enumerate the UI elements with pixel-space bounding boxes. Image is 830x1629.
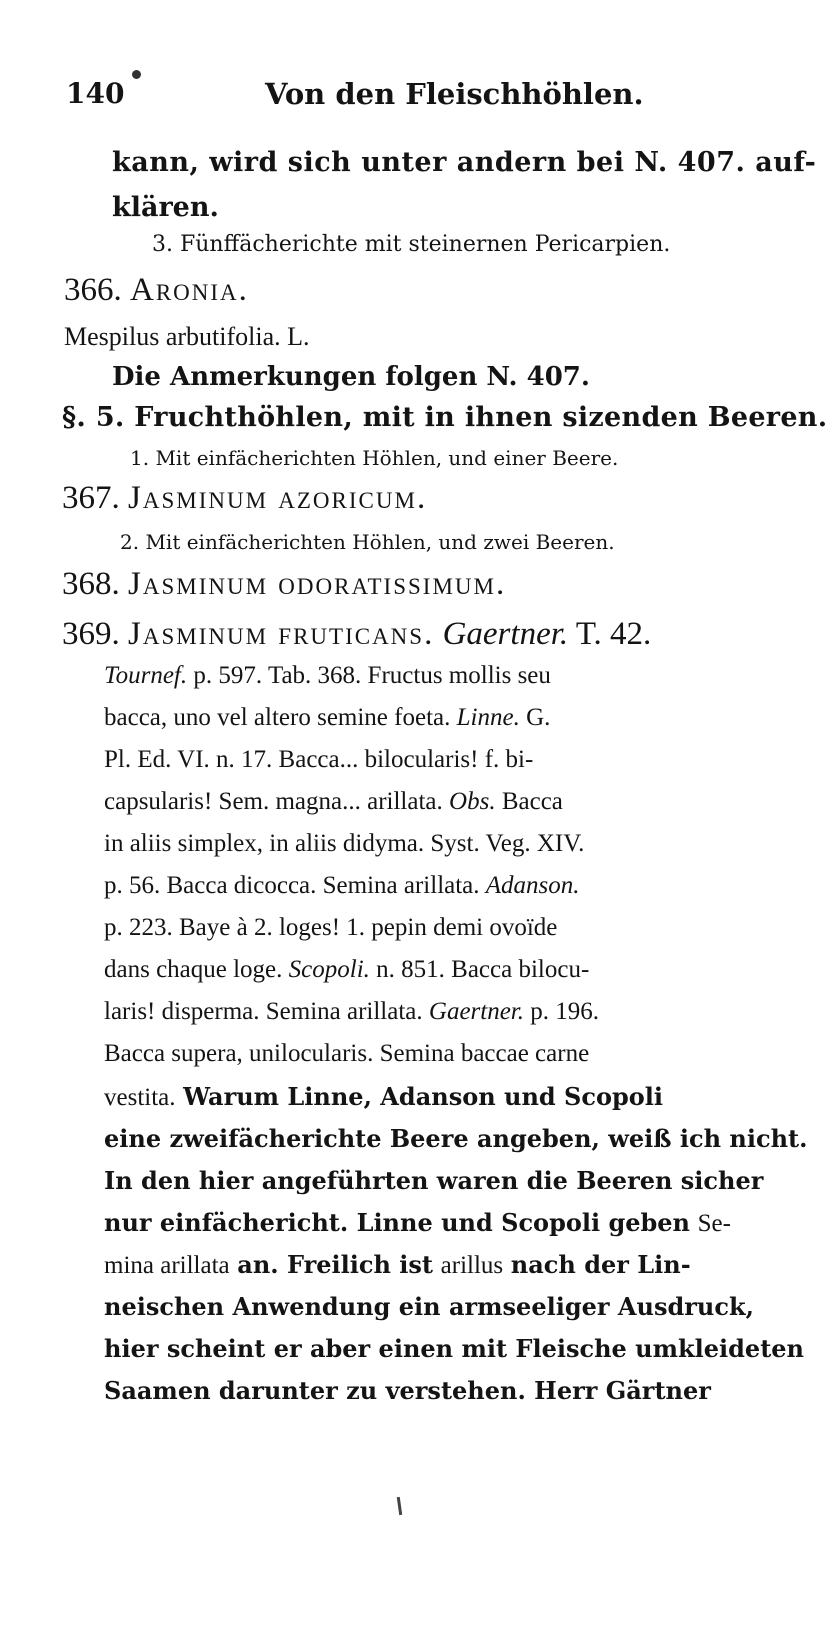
entry-367 <box>62 480 427 517</box>
plate-reference: T. 42. <box>575 616 652 652</box>
ink-mark <box>132 70 141 79</box>
author-citation: Adanson. <box>485 872 580 899</box>
text-line <box>104 1208 731 1238</box>
text-line <box>104 704 550 732</box>
text-span: mina arillata <box>104 1252 230 1279</box>
text-line: Pl. Ed. VI. n. 17. Bacca... bilocularis! f. bi- <box>104 746 534 773</box>
entry-number: 369. <box>62 616 120 652</box>
text-span: vestita. <box>104 1084 176 1111</box>
subsection-heading: 1. Mit einfächerichten Höhlen, und einer Beere. <box>130 446 619 470</box>
text-line <box>104 872 580 900</box>
author-citation: Linne. <box>456 704 520 731</box>
subsection-heading: 3. Fünffächerichte mit steinernen Pericarpien. <box>152 232 671 257</box>
genus-name: Aronia. <box>130 272 249 308</box>
species-name: Jasminum fruticans. <box>128 616 435 652</box>
ink-speck <box>397 1497 402 1515</box>
entry-number: 367. <box>62 480 120 516</box>
text-span: G. <box>526 704 551 731</box>
text-line: p. 223. Baye à 2. loges! 1. pepin demi ovoïde <box>104 914 558 941</box>
text-span: nach der Lin- <box>510 1250 691 1279</box>
text-span: p. 196. <box>530 998 600 1025</box>
text-line <box>104 788 563 816</box>
text-span: Bacca <box>501 788 563 815</box>
text-span: n. 851. Bacca bilocu- <box>376 956 590 983</box>
text-line: eine zweifächerichte Beere angeben, weiß ich nicht. <box>104 1124 808 1153</box>
text-line: neischen Anwendung ein armseeliger Ausdruck, <box>104 1292 754 1321</box>
species-name: Jasminum azoricum. <box>128 480 428 516</box>
text-line: Bacca supera, unilocularis. Semina baccae carne <box>104 1040 590 1067</box>
entry-number: 368. <box>62 566 120 602</box>
text-line: klären. <box>112 192 219 223</box>
text-span: laris! disperma. Semina arillata. <box>104 998 423 1025</box>
text-span: capsularis! Sem. magna... arillata. <box>104 788 443 815</box>
text-line <box>104 998 599 1026</box>
text-span: Warum Linne, Adanson und Scopoli <box>183 1082 664 1111</box>
text-span: nur einfächericht. Linne und Scopoli geben <box>104 1208 690 1237</box>
entry-369 <box>62 616 651 653</box>
text-span: p. 597. Tab. 368. Fructus mollis seu <box>193 662 551 689</box>
text-line: in aliis simplex, in aliis didyma. Syst. Veg. XIV. <box>104 830 585 857</box>
text-span: bacca, uno vel altero semine foeta. <box>104 704 451 731</box>
text-span: an. Freilich ist <box>237 1250 434 1279</box>
text-line <box>104 1250 691 1280</box>
author-citation: Tournef. <box>104 662 188 689</box>
entry-number: 366. <box>64 272 122 308</box>
subsection-heading: 2. Mit einfächerichten Höhlen, und zwei Beeren. <box>120 530 615 554</box>
text-span: dans chaque loge. <box>104 956 283 983</box>
text-line: Die Anmerkungen folgen N. 407. <box>112 362 590 392</box>
text-span: Se- <box>697 1210 731 1237</box>
section-heading: §. 5. Fruchthöhlen, mit in ihnen sizenden Beeren. <box>62 402 828 433</box>
species-name: Jasminum odoratissimum. <box>128 566 507 602</box>
synonym-line: Mespilus arbutifolia. L. <box>64 322 310 351</box>
text-line: Saamen darunter zu verstehen. Herr Gärtner <box>104 1376 711 1405</box>
author-citation: Scopoli. <box>288 956 370 983</box>
abbreviation: Obs. <box>449 788 496 815</box>
running-head: Von den Fleischhöhlen. <box>265 77 644 111</box>
text-span: p. 56. Bacca dicocca. Semina arillata. <box>104 872 480 899</box>
text-span: arillus <box>440 1252 504 1279</box>
text-line <box>104 662 551 690</box>
entry-368 <box>62 566 506 603</box>
text-line: hier scheint er aber einen mit Fleische umkleideten <box>104 1334 804 1363</box>
page-number: 140 <box>66 77 125 110</box>
text-line <box>104 956 589 984</box>
text-line: kann, wird sich unter andern bei N. 407. auf- <box>112 147 817 178</box>
author-citation: Gaertner. <box>442 616 569 652</box>
text-line: In den hier angeführten waren die Beeren sicher <box>104 1166 764 1195</box>
author-citation: Gaertner. <box>428 998 525 1025</box>
entry-366 <box>64 272 249 309</box>
text-line <box>104 1082 663 1112</box>
